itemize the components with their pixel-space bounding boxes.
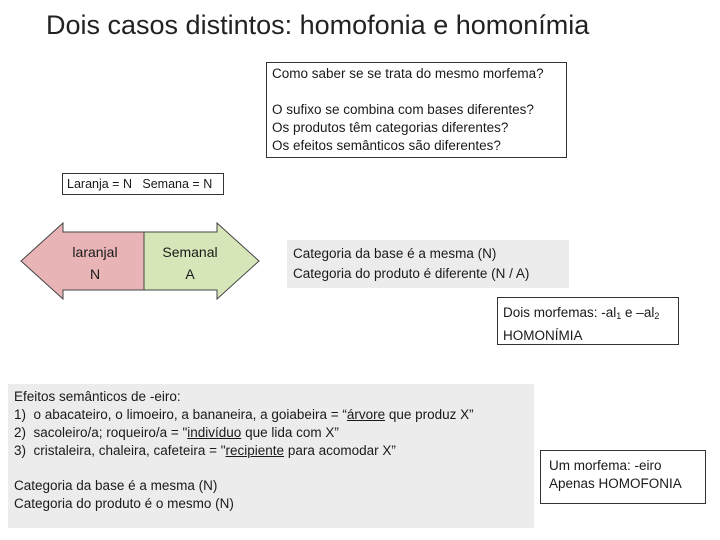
semantic-category-line-2: Categoria do produto é o mesmo (N) (14, 496, 234, 511)
semantic-item-3: 3) cristaleira, chaleira, cafeteira = "recipiente para acomodar X” (14, 443, 396, 458)
base-labels-text: Laranja = N Semana = N (67, 177, 213, 191)
arrow-left-category: N (89, 266, 101, 282)
two-morphemes-box (497, 297, 679, 345)
semantic-heading: Efeitos semânticos de -eiro: (14, 389, 181, 404)
base-labels-box (62, 173, 224, 195)
slide-title: Dois casos distintos: homofonia e homonímia (46, 10, 590, 40)
category-box (287, 240, 569, 288)
question-line-1: Como saber se se trata do mesmo morfema? (272, 66, 544, 81)
one-morpheme-line-2: Apenas HOMOFONIA (549, 476, 682, 491)
double-arrow-icon (20, 222, 260, 300)
homonimia-label: HOMONÍMIA (503, 328, 583, 343)
right-arrow-shape (144, 223, 259, 299)
question-line-3: Os produtos têm categorias diferentes? (272, 120, 509, 135)
semantic-effects-box (8, 384, 534, 528)
arrow-right-category: A (185, 266, 195, 282)
category-line-1: Categoria da base é a mesma (N) (293, 246, 497, 261)
one-morpheme-line-1: Um morfema: -eiro (549, 458, 662, 473)
semantic-category-line-1: Categoria da base é a mesma (N) (14, 478, 218, 493)
question-line-2: O sufixo se combina com bases diferentes? (272, 102, 534, 117)
question-box (266, 62, 567, 158)
two-morphemes-line-1: Dois morfemas: $-al_1$ e $-al_2$ (503, 305, 660, 321)
left-arrow-shape (21, 223, 144, 299)
category-line-2: Categoria do produto é diferente (N / A) (293, 266, 530, 281)
arrow-left-word: laranjal (72, 244, 118, 260)
arrow-right-word: Semanal (162, 244, 218, 260)
question-line-4: Os efeitos semânticos são diferentes? (272, 138, 501, 153)
one-morpheme-box (540, 450, 706, 504)
semantic-item-2: 2) sacoleiro/a; roqueiro/a = "indivíduo que lida com X” (14, 425, 339, 440)
semantic-item-1: 1) o abacateiro, o limoeiro, a bananeira, a goiabeira = “árvore que produz X” (14, 407, 474, 422)
